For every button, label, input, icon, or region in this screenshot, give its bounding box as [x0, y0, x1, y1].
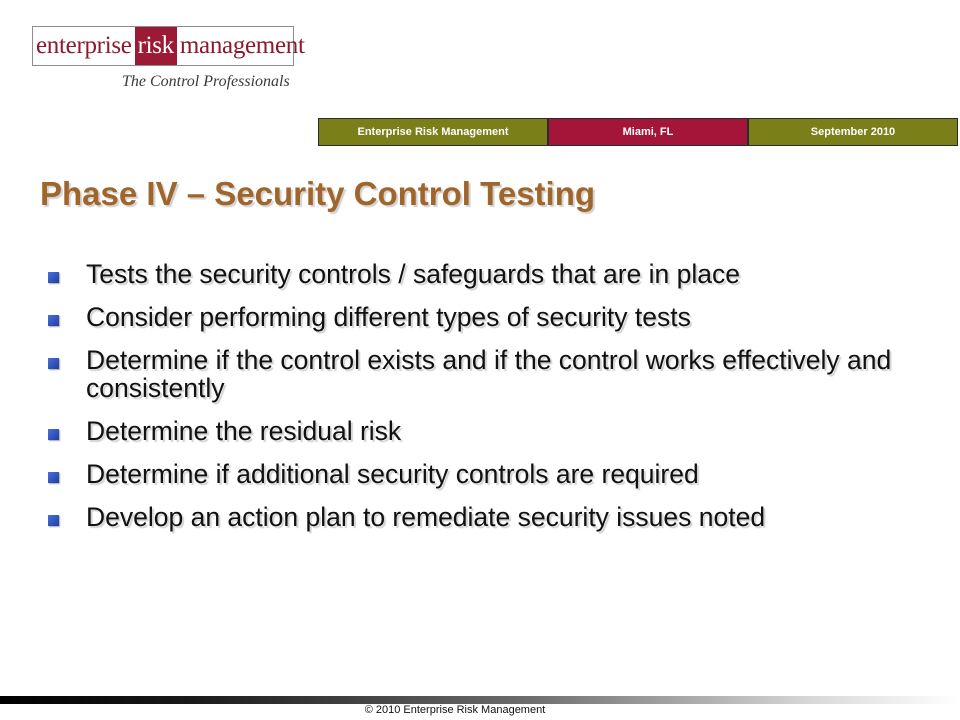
header-info-bar	[318, 118, 958, 146]
logo-word-risk: risk	[135, 27, 177, 65]
logo-word-management: management	[179, 32, 305, 59]
list-item	[48, 460, 928, 488]
square-bullet-icon	[48, 472, 59, 483]
list-item	[48, 417, 928, 445]
square-bullet-icon	[48, 315, 59, 326]
list-item	[48, 346, 928, 402]
list-item	[48, 260, 928, 288]
bullet-text: Develop an action plan to remediate security issues noted	[86, 502, 766, 532]
square-bullet-icon	[48, 515, 59, 526]
header-tab-location: Miami, FL	[548, 118, 748, 146]
square-bullet-icon	[48, 272, 59, 283]
bullet-text: Determine if the control exists and if the control works effectively and consistently	[86, 345, 892, 403]
footer-copyright: © 2010 Enterprise Risk Management	[364, 704, 546, 716]
slide-title: Phase IV – Security Control Testing	[40, 175, 596, 212]
logo-tagline: The Control Professionals	[122, 73, 290, 90]
list-item	[48, 503, 928, 531]
header-tab-organization: Enterprise Risk Management	[318, 118, 548, 146]
header-tab-date: September 2010	[748, 118, 958, 146]
bullet-text: Determine if additional security controls are required	[86, 459, 699, 489]
square-bullet-icon	[48, 429, 59, 440]
company-logo	[32, 26, 305, 98]
bullet-list	[48, 260, 928, 546]
square-bullet-icon	[48, 358, 59, 369]
bullet-text: Consider performing different types of security tests	[86, 302, 691, 332]
bullet-text: Determine the residual risk	[86, 416, 402, 446]
bullet-text: Tests the security controls / safeguards that are in place	[86, 259, 740, 289]
logo-word-enterprise: enterprise	[36, 32, 132, 59]
list-item	[48, 303, 928, 331]
logo-wordmark	[32, 26, 305, 66]
footer-divider	[0, 696, 960, 704]
